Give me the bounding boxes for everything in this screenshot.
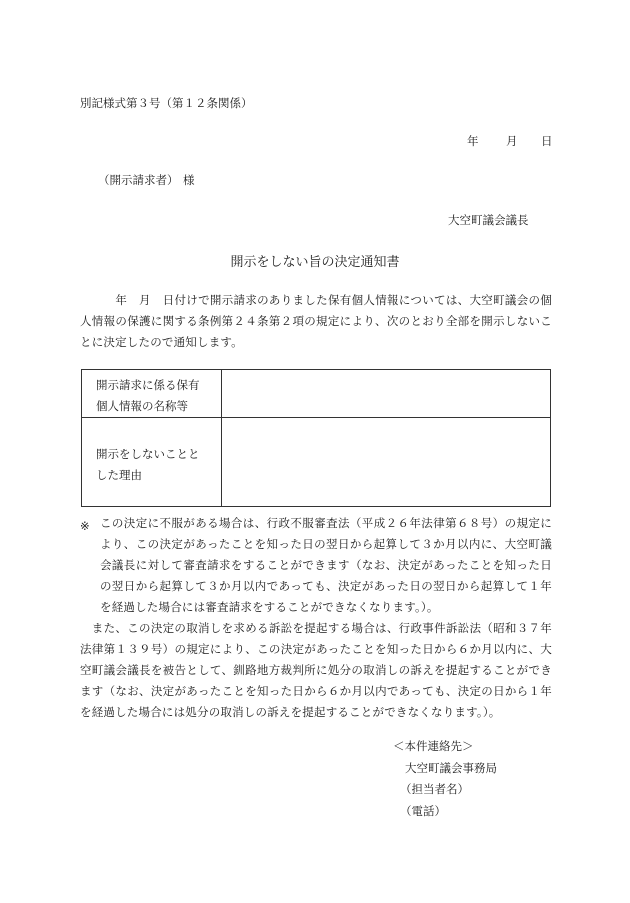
table-label-cell	[82, 418, 222, 507]
note-mark: ※	[80, 519, 90, 533]
info-table	[81, 369, 551, 507]
contact-heading: ＜本件連絡先＞	[393, 739, 474, 753]
date-day-label: 日	[541, 134, 553, 148]
table-label-cell	[82, 370, 222, 418]
table-value-cell	[222, 418, 551, 507]
date-year-label: 年	[467, 134, 479, 148]
form-reference: 別記様式第３号（第１２条関係）	[80, 96, 253, 110]
row2-value	[222, 418, 550, 444]
contact-phone: （電話）	[400, 804, 446, 818]
table-row	[82, 370, 551, 418]
row1-value	[222, 370, 550, 375]
sender-name: 大空町議会議長	[448, 213, 529, 227]
row2-label: 開示をしないことと した理由	[96, 447, 200, 482]
contact-office: 大空町議会事務局	[405, 761, 497, 775]
contact-person: （担当者名）	[400, 782, 469, 796]
note-paragraph-1: この決定に不服がある場合は、行政不服審査法（平成２６年法律第６８号）の規定により、この決定があったことを知った日の翌日から起算して３か月以内に、大空町議会議長に対して審査請求をすることができます（なお、決定があったことを知った日の翌日から起算して３か月以内であっても、決定があった日の翌日から起算して１年を経過した場合には審査請求をすることができなくなります。）。	[100, 516, 552, 614]
note-paragraph-2: また、この決定の取消しを求める訴訟を提起する場合は、行政事件訴訟法（昭和３７年法律第１３９号）の規定により、この決定があったことを知った日から６か月以内に、大空町議会議長を被告として、釧路地方裁判所に処分の取消しの訴えを提起することができます（なお、決定があったことを知った日から６か月以内であっても、決定の日から１年を経過した場合には処分の取消しの訴えを提起することができなくなります。）。	[80, 621, 552, 719]
table-value-cell	[222, 370, 551, 418]
addressee-honorific: 様	[183, 173, 195, 187]
document-title: 開示をしない旨の決定通知書	[230, 255, 400, 270]
date-month-label: 月	[506, 134, 518, 148]
addressee-label: （開示請求者）	[98, 173, 179, 187]
intro-paragraph: 年 月 日付けで開示請求のありました保有個人情報については、大空町議会の個人情報の保護に関する条例第２４条第２項の規定により、次のとおり全部を開示しないことに決定したので通知します。	[80, 293, 552, 349]
row1-label: 開示請求に係る保有 個人情報の名称等	[96, 378, 200, 413]
table-row	[82, 418, 551, 507]
